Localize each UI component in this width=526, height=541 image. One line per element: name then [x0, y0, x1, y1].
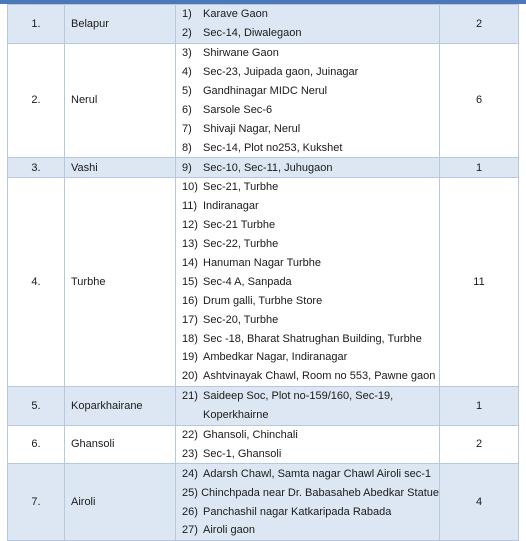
location-count: 2 [440, 5, 519, 44]
item-text: Shirwane Gaon [203, 47, 279, 60]
list-item [176, 63, 439, 82]
item-number: 7) [182, 122, 192, 135]
table-row [8, 386, 519, 425]
list-item [176, 138, 439, 157]
list-item [176, 272, 439, 291]
table-body [8, 5, 519, 541]
item-number: 26) [182, 505, 198, 518]
item-text: Ghansoli, Chinchali [203, 429, 298, 442]
list-item [176, 82, 439, 101]
item-number: 18) [182, 332, 198, 345]
item-text: Adarsh Chawl, Samta nagar Chawl Airoli sec-1 [203, 467, 432, 480]
ward-name: Vashi [65, 158, 176, 178]
ward-name: Ghansoli [65, 425, 176, 464]
item-number: 5) [182, 85, 192, 97]
list-item [176, 254, 439, 273]
list-item [176, 24, 439, 43]
list-item [176, 197, 439, 216]
list-item [176, 235, 439, 254]
list-item [176, 521, 439, 540]
item-text: Chinchpada near Dr. Babasaheb Abedkar Statue [201, 486, 439, 499]
list-item [176, 426, 439, 445]
table-row [8, 5, 519, 44]
list-item [176, 310, 439, 329]
list-item [176, 100, 439, 119]
item-number: 6) [182, 103, 192, 116]
item-text: Drum galli, Turbhe Store [203, 294, 323, 307]
location-list [176, 43, 440, 157]
item-text: Sec-21, Turbhe [203, 181, 279, 194]
ward-name: Turbhe [65, 178, 176, 387]
item-number: 2) [182, 27, 192, 40]
item-number: 8) [182, 141, 192, 154]
location-list [176, 386, 440, 425]
row-number: 3. [8, 158, 65, 178]
item-text: Panchashil nagar Katkaripada Rabada [203, 505, 392, 518]
row-number: 1. [8, 5, 65, 44]
item-number: 23) [182, 447, 198, 460]
item-number: 27) [182, 524, 198, 537]
item-text: Sec-21 Turbhe [203, 219, 276, 232]
location-count: 6 [440, 43, 519, 157]
table-row [8, 425, 519, 464]
list-item [176, 367, 439, 386]
list-item [176, 329, 439, 348]
list-item [176, 291, 439, 310]
location-count: 4 [440, 464, 519, 541]
row-number: 2. [8, 43, 65, 157]
item-number: 20) [182, 370, 198, 383]
item-number: 24) [182, 467, 198, 480]
item-text: Ambedkar Nagar, Indiranagar [203, 351, 348, 364]
item-text: Saideep Soc, Plot no-159/160, Sec-19, [203, 390, 394, 403]
item-number: 9) [182, 161, 192, 174]
item-text: Indiranagar [203, 200, 259, 213]
item-text: Airoli gaon [203, 524, 255, 537]
item-text: Sec-4 A, Sanpada [203, 275, 292, 288]
item-text: Sarsole Sec-6 [203, 103, 273, 116]
list-item [176, 444, 439, 463]
table-row [8, 158, 519, 178]
list-item [176, 464, 439, 483]
item-text: Sec-14, Diwalegaon [203, 27, 302, 40]
list-item [176, 178, 439, 197]
list-item [176, 348, 439, 367]
item-number: 13) [182, 238, 198, 251]
list-item [176, 216, 439, 235]
list-item [176, 483, 439, 502]
location-list [176, 5, 440, 44]
row-number: 6. [8, 425, 65, 464]
location-count: 2 [440, 425, 519, 464]
location-count: 11 [440, 178, 519, 387]
location-list [176, 425, 440, 464]
item-number: 1) [182, 8, 192, 21]
item-text: Sec-23, Juipada gaon, Juinagar [203, 66, 359, 79]
row-number: 4. [8, 178, 65, 387]
item-number: 22) [182, 429, 198, 442]
ward-name: Belapur [65, 5, 176, 44]
item-text: Hanuman Nagar Turbhe [203, 257, 322, 270]
ward-name: Airoli [65, 464, 176, 541]
ward-name: Nerul [65, 43, 176, 157]
item-number: 15) [182, 275, 198, 288]
item-number: 16) [182, 294, 198, 307]
location-list [176, 464, 440, 541]
list-item [176, 387, 439, 406]
item-text: Koperkhairne [203, 409, 269, 422]
item-text: Ashtvinayak Chawl, Room no 553, Pawne gaon [203, 370, 436, 383]
table-row [8, 43, 519, 157]
item-number: 3) [182, 47, 192, 60]
item-text: Sec -18, Bharat Shatrughan Building, Turbhe [203, 332, 422, 345]
item-text: Sec-10, Sec-11, Juhugaon [203, 161, 333, 174]
item-number: 21) [182, 390, 198, 403]
item-text: Shivaji Nagar, Nerul [203, 122, 301, 135]
item-text: Sec-1, Ghansoli [203, 447, 282, 460]
location-list [176, 158, 440, 178]
list-item [176, 5, 439, 24]
row-number: 7. [8, 464, 65, 541]
item-number: 12) [182, 219, 198, 232]
item-text: Karave Gaon [203, 8, 268, 21]
item-number: 4) [182, 66, 192, 79]
item-number: 19) [182, 351, 198, 364]
item-number: 11) [182, 200, 198, 213]
table-row [8, 464, 519, 541]
list-item [176, 44, 439, 63]
location-list [176, 178, 440, 387]
item-text: Sec-20, Turbhe [203, 313, 279, 326]
item-text: Gandhinagar MIDC Nerul [203, 85, 328, 97]
row-number: 5. [8, 386, 65, 425]
location-count: 1 [440, 158, 519, 178]
item-text: Sec-22, Turbhe [203, 238, 279, 251]
ward-name: Koparkhairane [65, 386, 176, 425]
item-number: 14) [182, 257, 198, 270]
item-number: 17) [182, 313, 198, 326]
item-number: 25) [182, 486, 198, 499]
list-item [176, 502, 439, 521]
list-item [176, 119, 439, 138]
list-item [176, 406, 439, 425]
locations-table [7, 4, 519, 541]
item-number: 10) [182, 181, 198, 194]
location-count: 1 [440, 386, 519, 425]
table-row [8, 178, 519, 387]
item-text: Sec-14, Plot no253, Kukshet [203, 141, 343, 154]
list-item [176, 158, 439, 177]
